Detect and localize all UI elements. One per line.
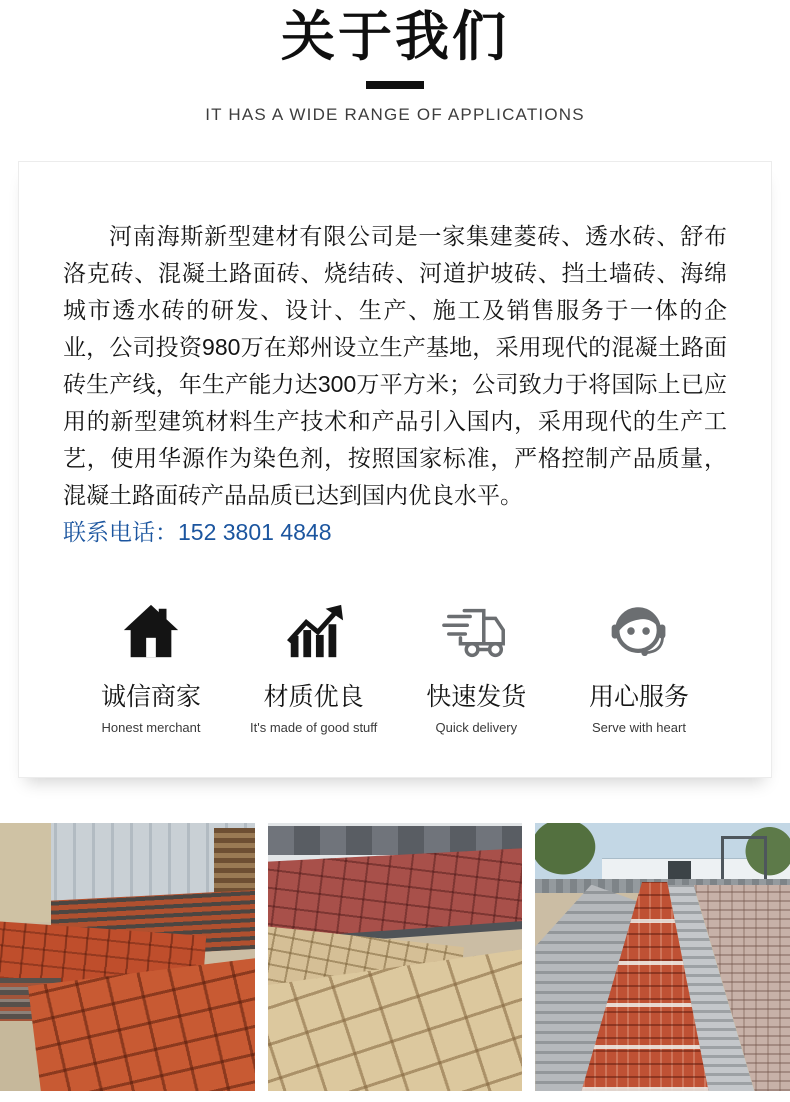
chart-up-icon (244, 597, 384, 663)
feature-title: 用心服务 (588, 683, 689, 711)
feature-title: 诚信商家 (100, 683, 201, 711)
feature-good-material (244, 597, 384, 735)
contact-phone-line (63, 514, 727, 551)
photo-gallery (0, 823, 790, 1091)
feature-service (569, 597, 709, 735)
company-intro-paragraph: 河南海斯新型建材有限公司是一家集建菱砖、透水砖、舒布洛克砖、混凝土路面砖、烧结砖、河道护坡砖、挡土墙砖、海绵城市透水砖的研发、设计、生产、施工及销售服务于一体的企业，公司投资980万在郑州设立生产基地，采用现代的混凝土路面砖生产线，年生产能力达300万平方米；公司致力于将国际上已应用的新型建筑材料生产技术和产品引入国内，采用现代的生产工艺，使用华源作为染色剂，按照国家标准，严格控制产品质量，混凝土路面砖产品品质已达到国内优良水平。 (63, 223, 727, 508)
feature-title: 材质优良 (263, 683, 364, 711)
section-header (0, 0, 790, 125)
page-title: 关于我们 (281, 7, 509, 67)
house-icon (81, 597, 221, 663)
phone-number: 152 3801 4848 (178, 519, 332, 545)
feature-fast-shipping (406, 597, 546, 735)
photo-decoration (535, 823, 604, 882)
page-subtitle: IT HAS A WIDE RANGE OF APPLICATIONS (205, 105, 585, 124)
factory-photo-red-pavers (0, 823, 255, 1091)
truck-icon (406, 597, 546, 663)
feature-subtitle: Quick delivery (435, 720, 518, 735)
photo-decoration (0, 823, 51, 922)
feature-subtitle: It's made of good stuff (250, 720, 378, 735)
photo-decoration (721, 836, 767, 879)
factory-photo-stack-rows (535, 823, 790, 1091)
feature-title: 快速发货 (426, 683, 527, 711)
feature-honest-merchant (81, 597, 221, 735)
features-row (63, 597, 727, 735)
about-card (18, 161, 772, 778)
photo-decoration (214, 828, 255, 898)
phone-label: 联系电话： (63, 519, 178, 545)
headset-icon (569, 597, 709, 663)
factory-photo-tan-pavers (268, 823, 523, 1091)
title-underline (366, 81, 424, 89)
feature-subtitle: Serve with heart (592, 720, 686, 735)
feature-subtitle: Honest merchant (101, 720, 201, 735)
